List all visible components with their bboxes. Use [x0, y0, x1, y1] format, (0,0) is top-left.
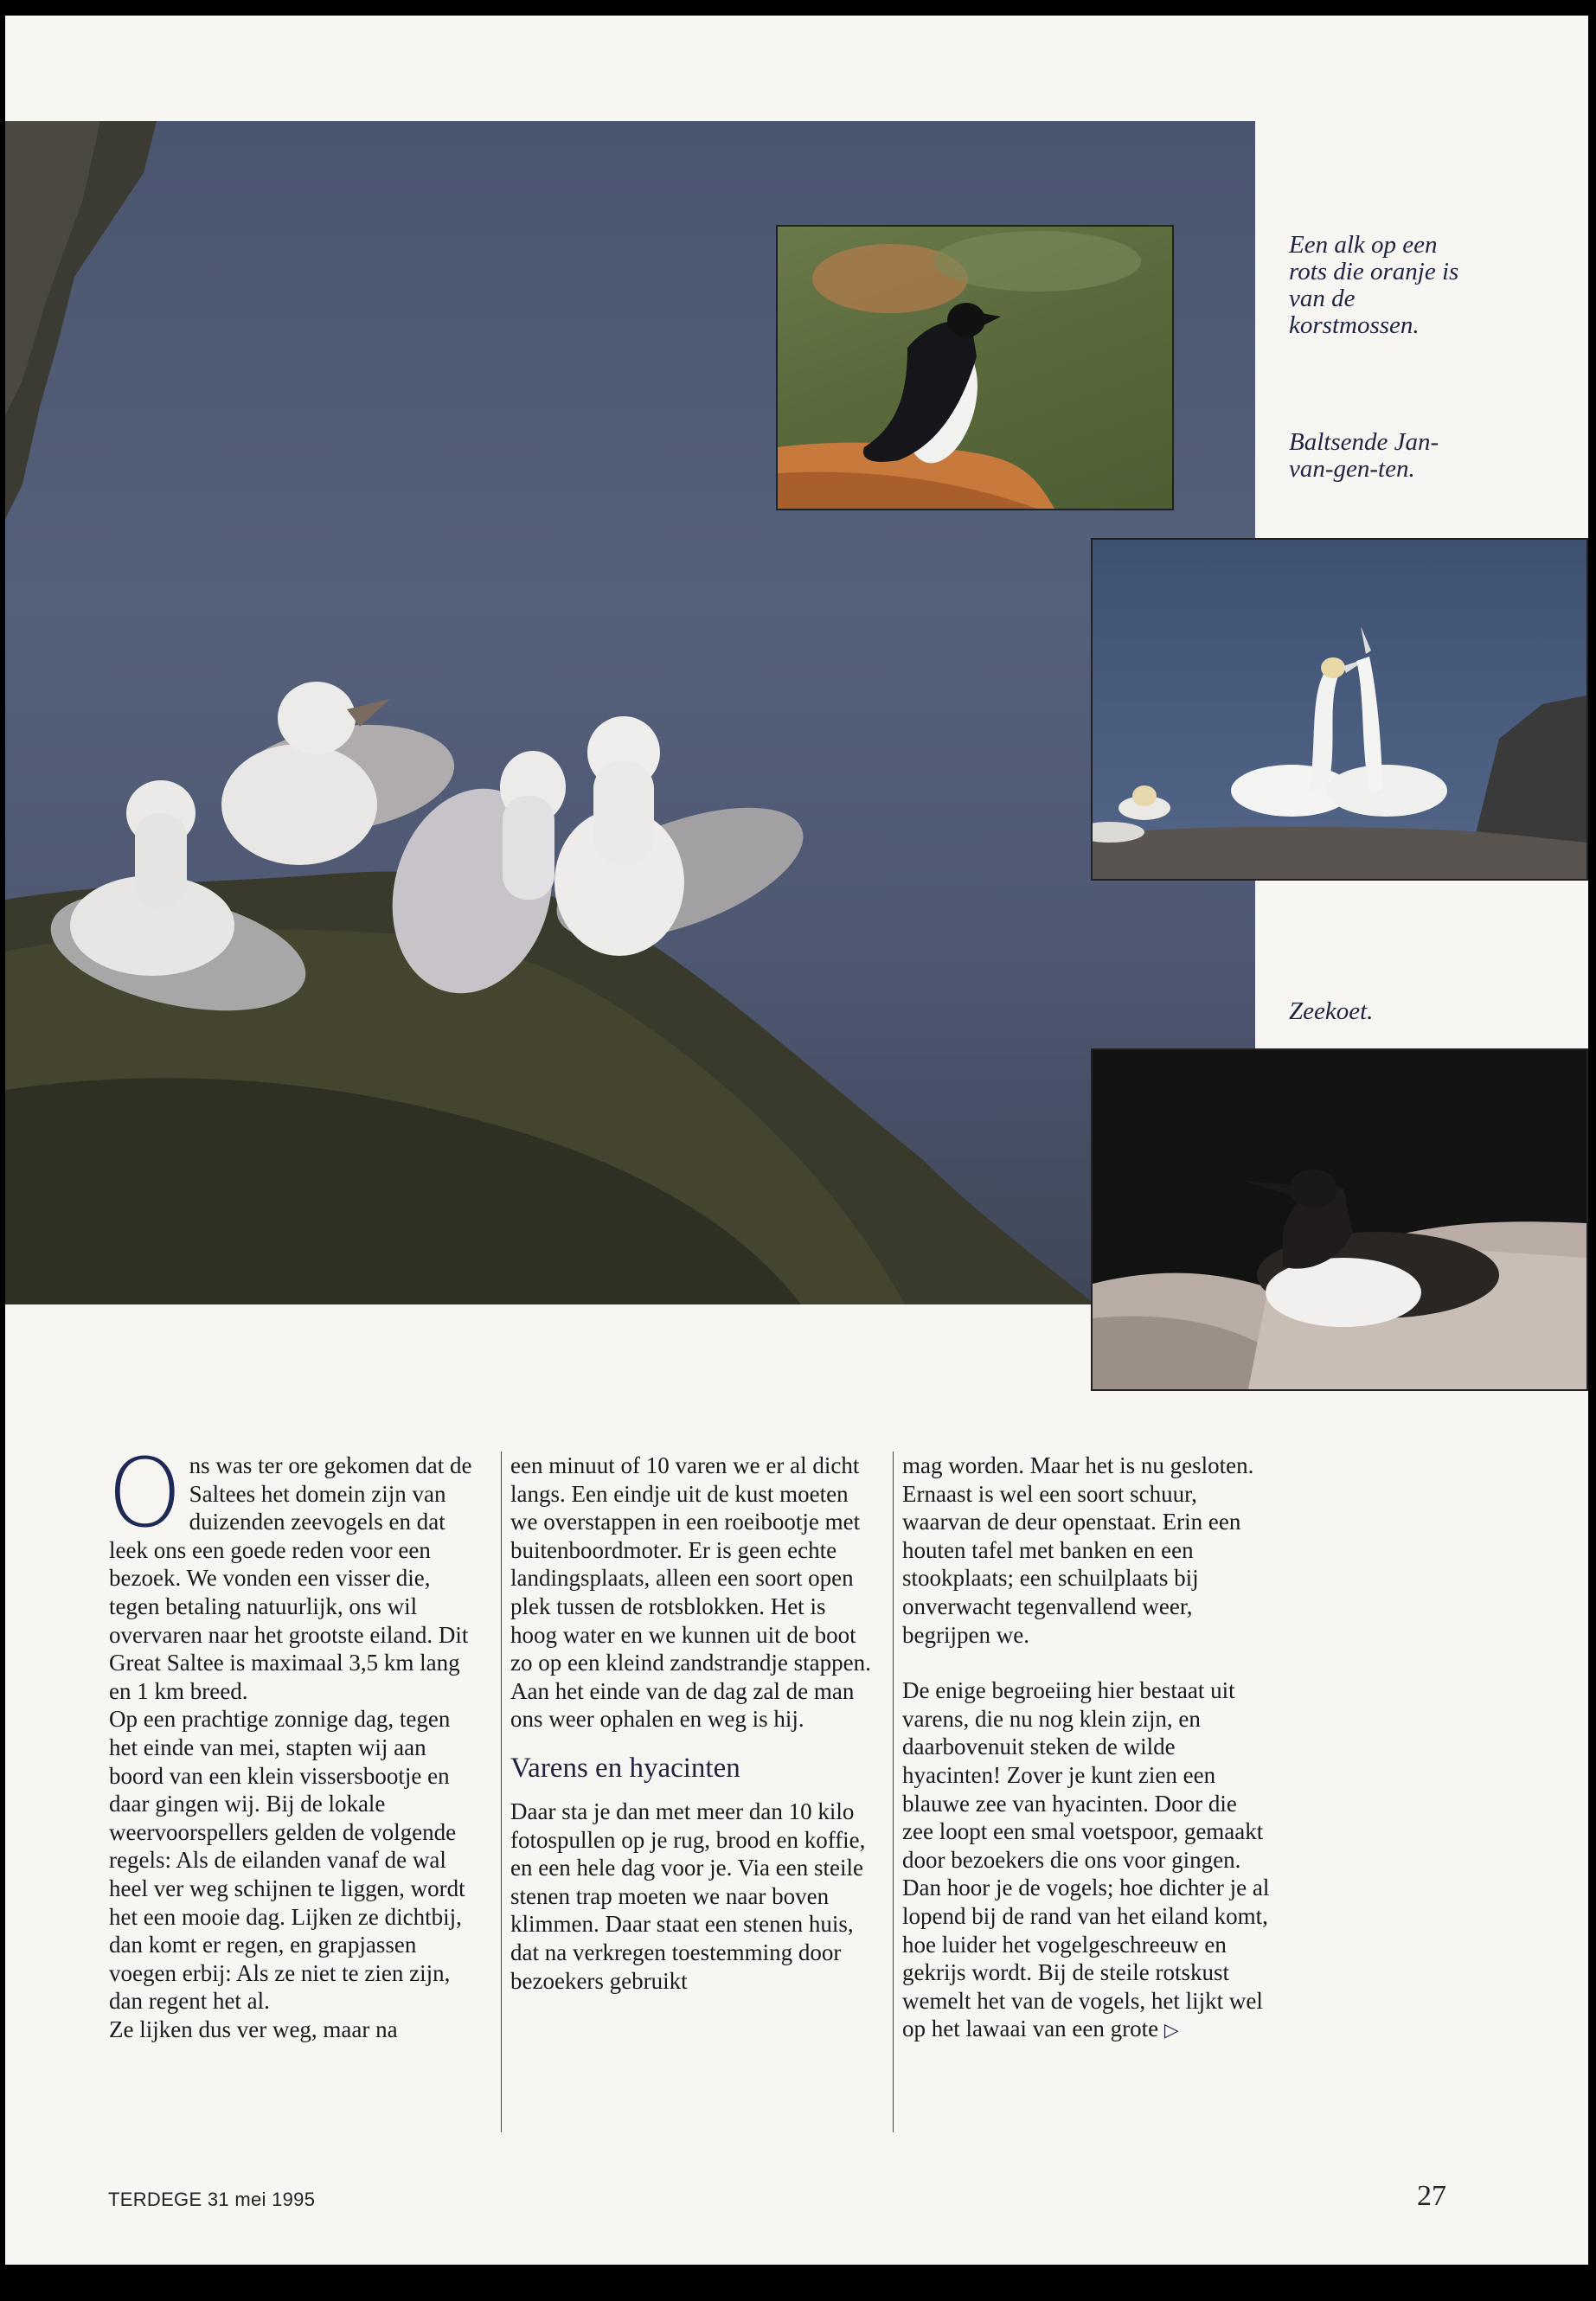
gannets-courtship-photo	[1091, 538, 1588, 881]
paragraph: Daar sta je dan met meer dan 10 kilo fotospullen op je rug, brood en koffie, en een hele dag voor je. Via een steile stenen trap moeten we naar boven klimmen. Daar staat een stenen huis, dat na verkregen toestemming door bezoekers gebruikt	[510, 1798, 866, 1994]
magazine-page	[5, 16, 1588, 2265]
razorbill-caption: Een alk op een rots die oranje is van de korstmossen.	[1289, 231, 1459, 339]
paragraph: Ze lijken dus ver weg, maar na	[109, 2016, 398, 2042]
publication-footer: TERDEGE 31 mei 1995	[108, 2189, 316, 2210]
paragraph: mag worden. Maar het is nu gesloten. Ernaast is wel een soort schuur, waarvan de deur openstaat. Erin een houten tafel met banken en een stookplaats; een schuilplaats bij onverwacht tegenvallend weer, begrijpen we.	[902, 1452, 1254, 1648]
article-column-2	[501, 1452, 878, 2132]
guillemot-caption: Zeekoet.	[1289, 997, 1374, 1025]
page-number: 27	[1417, 2180, 1446, 2212]
continue-arrow-icon: ▷	[1163, 2019, 1179, 2041]
paragraph: Ons was ter ore gekomen dat de Saltees het domein zijn van duizenden zeevogels en dat leek ons een goede reden voor een bezoek. We vonden een visser die, tegen betaling natuurlijk, ons wil overvaren naar het grootste eiland. Dit Great Saltee is maximaal 3,5 km lang en 1 km breed.	[107, 1438, 472, 1704]
drop-cap: O	[107, 1438, 183, 1548]
gannets-caption: Baltsende Jan-van-gen-ten.	[1289, 428, 1439, 483]
subheading: Varens en hyacinten	[510, 1752, 740, 1784]
paragraph: Op een prachtige zonnige dag, tegen het einde van mei, stapten wij aan boord van een klein vissersbootje en daar gingen wij. Bij de lokale weervoorspellers gelden de volgende regels: Als de eilanden vanaf de wal heel ver weg schijnen te liggen, wordt het een mooie dag. Lijken ze dichtbij, dan komt er regen, en grapjassen voegen erbij: Als ze niet te zien zijn, dan regent het al.	[109, 1706, 465, 2015]
article-column-3	[893, 1452, 1270, 2132]
razorbill-photo	[776, 225, 1174, 510]
guillemot-photo	[1091, 1048, 1588, 1391]
article-column-1	[107, 1438, 477, 2043]
paragraph: De enige begroeiing hier bestaat uit varens, die nu nog klein zijn, en daarbovenuit steken de wilde hyacinten! Zover je kunt zien een blauwe zee van hyacinten. Door die zee loopt een smal voetspoor, gemaakt door bezoekers die ons voor gingen. Dan hoor je de vogels; hoe dichter je al lopend bij de rand van het eiland komt, hoe luider het vogelgeschreeuw en gekrijs wordt. Bij de steile rotskust wemelt het van de vogels, het lijkt wel op het lawaai van een grote ▷	[902, 1677, 1270, 2042]
paragraph: een minuut of 10 varen we er al dicht langs. Een eindje uit de kust moeten we overstappen in een roeibootje met buitenboordmoter. Er is geen echte landingsplaats, alleen een soort open plek tussen de rotsblokken. Het is hoog water en we kunnen uit de boot zo op een kleind zandstrandje stappen. Aan het einde van de dag zal de man ons weer ophalen en weg is hij.	[510, 1452, 871, 1733]
